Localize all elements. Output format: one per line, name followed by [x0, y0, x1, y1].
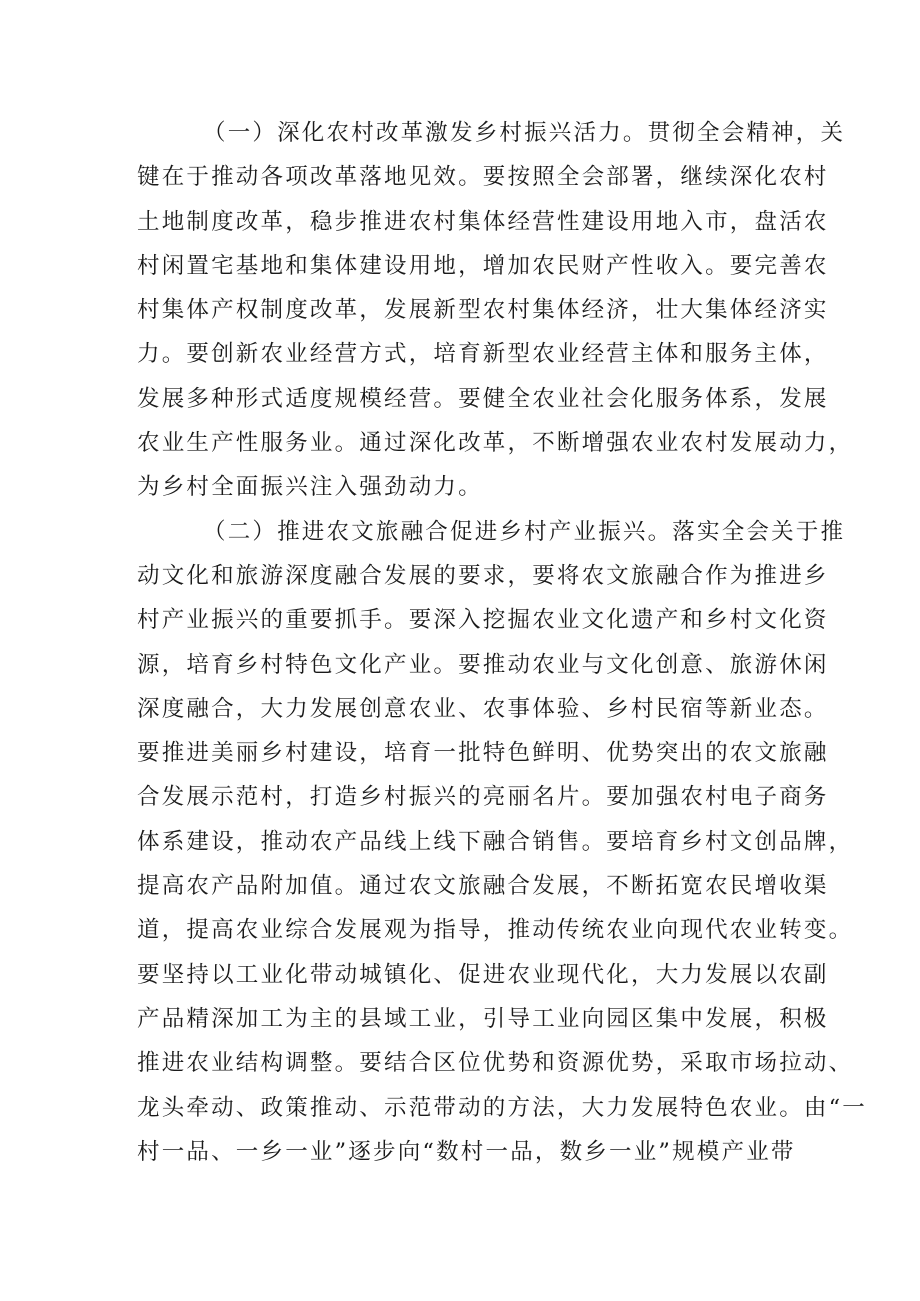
- paragraph-line: 发展多种形式适度规模经营。要健全农业社会化服务体系，发展: [137, 385, 829, 412]
- paragraph-line: 为乡村全面振兴注入强劲动力。: [137, 474, 483, 501]
- paragraph-line: 土地制度改革，稳步推进农村集体经营性建设用地入市，盘活农: [137, 208, 829, 235]
- paragraph-line: 产品精深加工为主的县域工业，引导工业向园区集中发展，积极: [137, 1005, 829, 1032]
- paragraph-line: 农业生产性服务业。通过深化改革，不断增强农业农村发展动力，: [137, 430, 854, 457]
- paragraph-line: 道，提高农业综合发展观为指导，推动传统农业向现代农业转变。: [137, 917, 854, 944]
- paragraph-line: 深度融合，大力发展创意农业、农事体验、乡村民宿等新业态。: [137, 695, 829, 722]
- paragraph-2-heading-line: （二）推进农文旅融合促进乡村产业振兴。落实全会关于推: [203, 518, 846, 545]
- document-body: [137, 111, 868, 1174]
- paragraph-line: 体系建设，推动农产品线上线下融合销售。要培育乡村文创品牌，: [137, 828, 854, 855]
- paragraph-line: 要坚持以工业化带动城镇化、促进农业现代化，大力发展以农副: [137, 961, 829, 988]
- paragraph-line: 力。要创新农业经营方式，培育新型农业经营主体和服务主体，: [137, 341, 829, 368]
- paragraph-line: 提高农产品附加值。通过农文旅融合发展，不断拓宽农民增收渠: [137, 873, 829, 900]
- paragraph-line: 键在于推动各项改革落地见效。要按照全会部署，继续深化农村: [137, 164, 829, 191]
- paragraph-line: 村闲置宅基地和集体建设用地，增加农民财产性收入。要完善农: [137, 252, 829, 279]
- paragraph-line: 推进农业结构调整。要结合区位优势和资源优势，采取市场拉动、: [137, 1050, 854, 1077]
- paragraph-line: 龙头牵动、政策推动、示范带动的方法，大力发展特色农业。由“一: [137, 1094, 868, 1121]
- paragraph-line: 源，培育乡村特色文化产业。要推动农业与文化创意、旅游休闲: [137, 651, 829, 678]
- paragraph-line: 村集体产权制度改革，发展新型农村集体经济，壮大集体经济实: [137, 297, 829, 324]
- paragraph-line: 合发展示范村，打造乡村振兴的亮丽名片。要加强农村电子商务: [137, 784, 829, 811]
- paragraph-line: 村产业振兴的重要抓手。要深入挖掘农业文化遗产和乡村文化资: [137, 607, 829, 634]
- paragraph-1-heading-line: （一）深化农村改革激发乡村振兴活力。贯彻全会精神，关: [203, 120, 846, 146]
- paragraph-line: 村一品、一乡一业”逐步向“数村一品，数乡一业”规模产业带: [137, 1138, 796, 1165]
- paragraph-line: 要推进美丽乡村建设，培育一批特色鲜明、优势突出的农文旅融: [137, 740, 829, 767]
- paragraph-line: 动文化和旅游深度融合发展的要求，要将农文旅融合作为推进乡: [137, 562, 829, 589]
